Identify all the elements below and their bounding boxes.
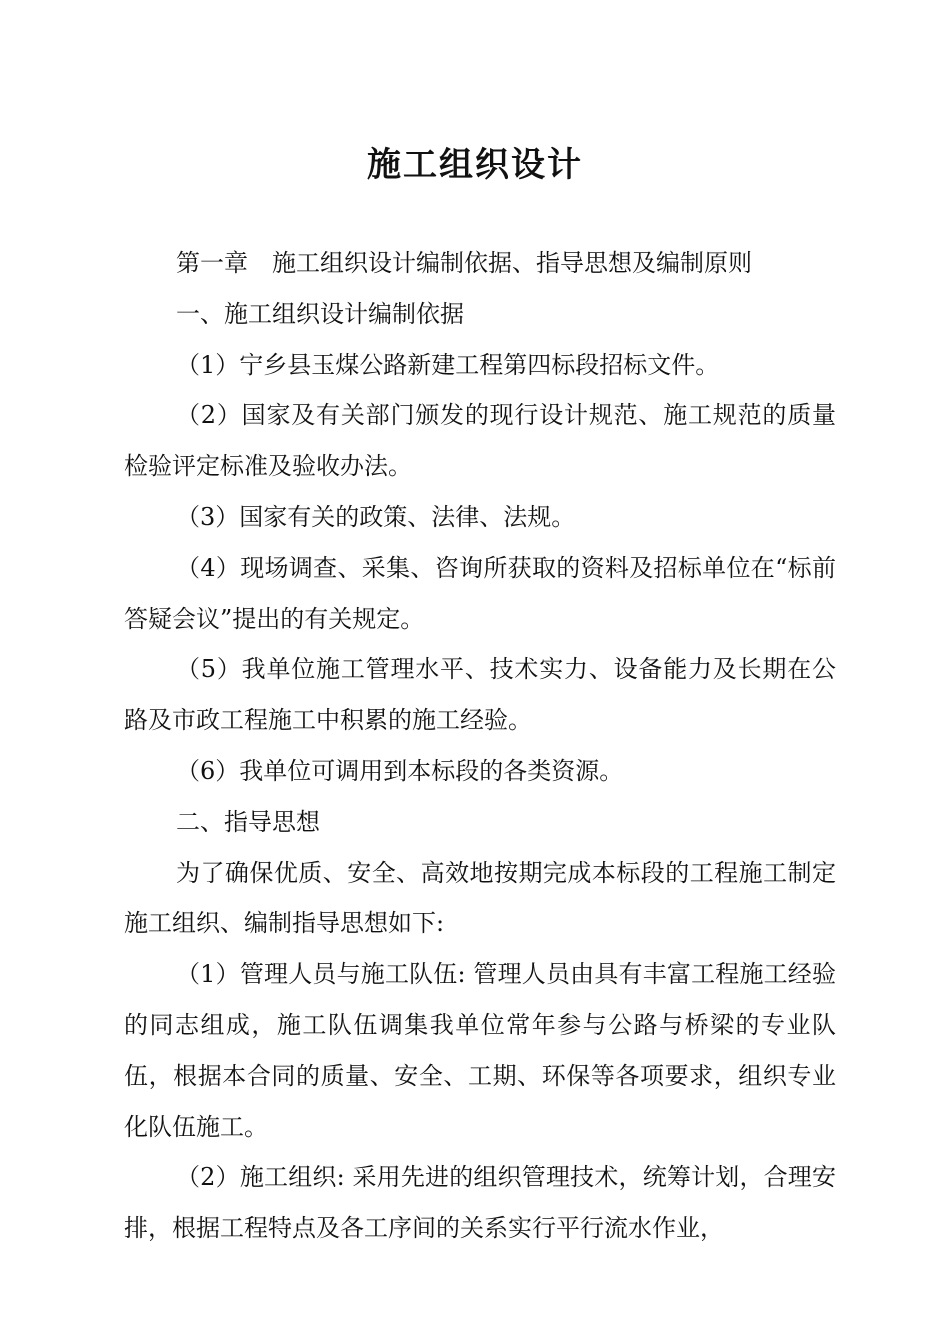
guiding-item-2: （2）施工组织: 采用先进的组织管理技术，统筹计划，合理安排，根据工程特点及各工序间的关系实行平行流水作业，: [124, 1163, 836, 1243]
basis-item-5: （5）我单位施工管理水平、技术实力、设备能力及长期在公路及市政工程施工中积累的施工经验。: [124, 655, 836, 735]
section-heading-basis: 一、施工组织设计编制依据: [176, 299, 464, 328]
basis-item-1: （1）宁乡县玉煤公路新建工程第四标段招标文件。: [176, 350, 720, 379]
basis-item-6: （6）我单位可调用到本标段的各类资源。: [176, 756, 624, 785]
document-title: 施工组织设计: [367, 145, 583, 185]
chapter-heading: 第一章 施工组织设计编制依据、指导思想及编制原则: [176, 249, 752, 277]
basis-item-3: （3）国家有关的政策、法律、法规。: [176, 502, 576, 531]
basis-item-2: （2）国家及有关部门颁发的现行设计规范、施工规范的质量检验评定标准及验收办法。: [124, 401, 836, 481]
guiding-ideology-intro: 为了确保优质、安全、高效地按期完成本标段的工程施工制定施工组织、编制指导思想如下:: [124, 858, 836, 938]
guiding-item-1: （1）管理人员与施工队伍: 管理人员由具有丰富工程施工经验的同志组成，施工队伍调集我单位常年参与公路与桥梁的专业队伍，根据本合同的质量、安全、工期、环保等各项要求，组织专业化队伍施工。: [124, 960, 836, 1141]
basis-item-4: （4）现场调查、采集、咨询所获取的资料及招标单位在“标前答疑会议”提出的有关规定。: [124, 553, 836, 633]
section-heading-guiding-ideology: 二、指导思想: [176, 807, 320, 836]
document-body: [124, 238, 836, 1254]
